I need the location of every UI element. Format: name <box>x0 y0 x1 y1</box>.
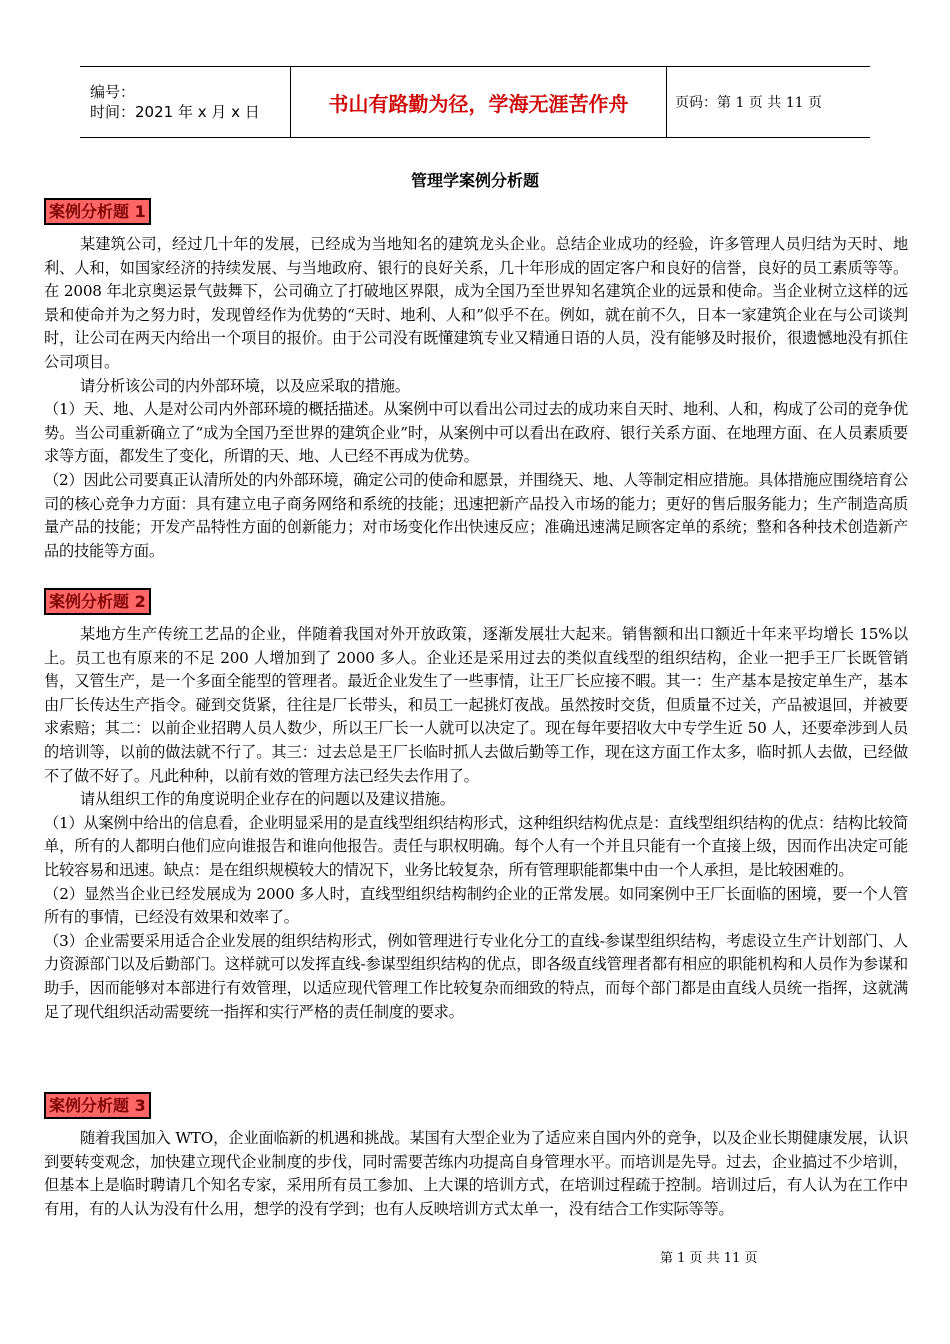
case-answer: （2）因此公司要真正认清所处的内外部环境，确定公司的使命和愿景，并围绕天、地、人等制定相应措施。具体措施应围绕培育公司的核心竞争力方面：具有建立电子商务网络和系统的技能；迅速把新产品投入市场的能力；更好的售后服务能力；生产制造高质量产品的技能；开发产品特性方面的创新能力；对市场变化作出快速反应；准确迅速满足顾客定单的系统；整和各种技术创造新产品的技能等方面。 <box>44 470 908 560</box>
case-section-3 <box>44 1092 908 1221</box>
case-paragraph: 某地方生产传统工艺品的企业，伴随着我国对外开放政策，逐渐发展壮大起来。销售额和出口额近十年来平均增长 15%以上。员工也有原来的不足 200 人增加到了 2000 多人。企业还是采用过去的类似直线型的组织结构，企业一把手王厂长既管销售，又管生产，是一个多面全能型的管理者。最近企业发生了一些事情，让王厂长应接不暇。其一：生产基本是按定单生产，基本由厂长传达生产指令。碰到交货紧，往往是厂长带头，和员工一起挑灯夜战。虽然按时交货，但质量不过关，产品被退回，并被要求索赔；其二：以前企业招聘人员人数少，所以王厂长一人就可以决定了。现在每年要招收大中专学生近 50 人，还要牵涉到人员的培训等，以前的做法就不行了。其三：过去总是王厂长临时抓人去做后勤等工作，现在这方面工作太多，临时抓人去做，已经做不了做不好了。凡此种种，以前有效的管理方法已经失去作用了。 <box>44 625 908 785</box>
case-section-2 <box>44 588 908 1024</box>
case-answer: （2）显然当企业已经发展成为 2000 多人时，直线型组织结构制约企业的正常发展。如同案例中王厂长面临的困境，要一个人管所有的事情，已经没有效果和效率了。 <box>44 884 908 927</box>
case-heading: 案例分析题 2 <box>44 588 151 615</box>
header-left <box>80 67 290 137</box>
header-page-info: 页码：第 1 页 共 11 页 <box>675 95 822 111</box>
case-answer: （1）从案例中给出的信息看，企业明显采用的是直线型组织结构形式，这种组织结构优点是：直线型组织结构的优点：结构比较简单，所有的人都明白他们应向谁报告和谁向他报告。责任与职权明确。每个人有一个并且只能有一个直接上级，因而作出决定可能比较容易和迅速。缺点：是在组织规模较大的情况下，业务比较复杂，所有管理职能都集中由一个人承担，是比较困难的。 <box>44 813 908 879</box>
case-answer: （3）企业需要采用适合企业发展的组织结构形式，例如管理进行专业化分工的直线-参谋型组织结构，考虑设立生产计划部门、人力资源部门以及后勤部门。这样就可以发挥直线-参谋型组织结构的优点，即各级直线管理者都有相应的职能机构和人员作为参谋和助手，因而能够对本部进行有效管理，以适应现代管理工作比较复杂而细致的特点，而每个部门都是由直线人员统一指挥，这就满足了现代组织活动需要统一指挥和实行严格的责任制度的要求。 <box>44 931 908 1021</box>
header-motto: 书山有路勤为径，学海无涯苦作舟 <box>290 67 667 137</box>
case-question: 请从组织工作的角度说明企业存在的问题以及建议措施。 <box>80 790 455 809</box>
case-paragraph: 随着我国加入 WTO，企业面临新的机遇和挑战。某国有大型企业为了适应来自国内外的竞争，以及企业长期健康发展，认识到要转变观念，加快建立现代企业制度的步伐，同时需要苦练内功提高自身管理水平。而培训是先导。过去，企业搞过不少培训，但基本上是临时聘请几个知名专家，采用所有员工参加、上大课的培训方式，在培训过程疏于控制。培训过后，有人认为在工作中有用，有的人认为没有什么用，想学的没有学到；也有人反映培训方式太单一，没有结合工作实际等等。 <box>44 1129 908 1218</box>
case-answer: （1）天、地、人是对公司内外部环境的概括描述。从案例中可以看出公司过去的成功来自天时、地利、人和，构成了公司的竞争优势。当公司重新确立了“成为全国乃至世界的建筑企业”时，从案例中可以看出在政府、银行关系方面、在地理方面、在人员素质要求等方面，都发生了变化，所谓的天、地、人已经不再成为优势。 <box>44 400 908 466</box>
page-header <box>80 66 870 138</box>
case-section-1 <box>44 198 908 563</box>
serial-label: 编号： <box>90 83 136 101</box>
case-heading: 案例分析题 1 <box>44 198 151 225</box>
case-paragraph: 某建筑公司，经过几十年的发展，已经成为当地知名的建筑龙头企业。总结企业成功的经验，许多管理人员归结为天时、地利、人和，如国家经济的持续发展、与当地政府、银行的良好关系，几十年形成的固定客户和良好的信誉，良好的员工素质等等。在 2008 年北京奥运景气鼓舞下，公司确立了打破地区界限，成为全国乃至世界知名建筑企业的远景和使命。当企业树立这样的远景和使命并为之努力时，发现曾经作为优势的“天时、地利、人和”似乎不在。例如，就在前不久，日本一家建筑企业在与公司谈判时，让公司在两天内给出一个项目的报价。由于公司没有既懂建筑专业又精通日语的人员，没有能够及时报价，很遗憾地没有抓住公司项目。 <box>44 235 908 371</box>
date-line: 时间：2021 年 x 月 x 日 <box>90 103 260 121</box>
document-title: 管理学案例分析题 <box>410 171 539 190</box>
page-footer: 第 1 页 共 11 页 <box>660 1251 758 1266</box>
case-heading: 案例分析题 3 <box>44 1092 151 1119</box>
case-question: 请分析该公司的内外部环境，以及应采取的措施。 <box>80 376 410 395</box>
